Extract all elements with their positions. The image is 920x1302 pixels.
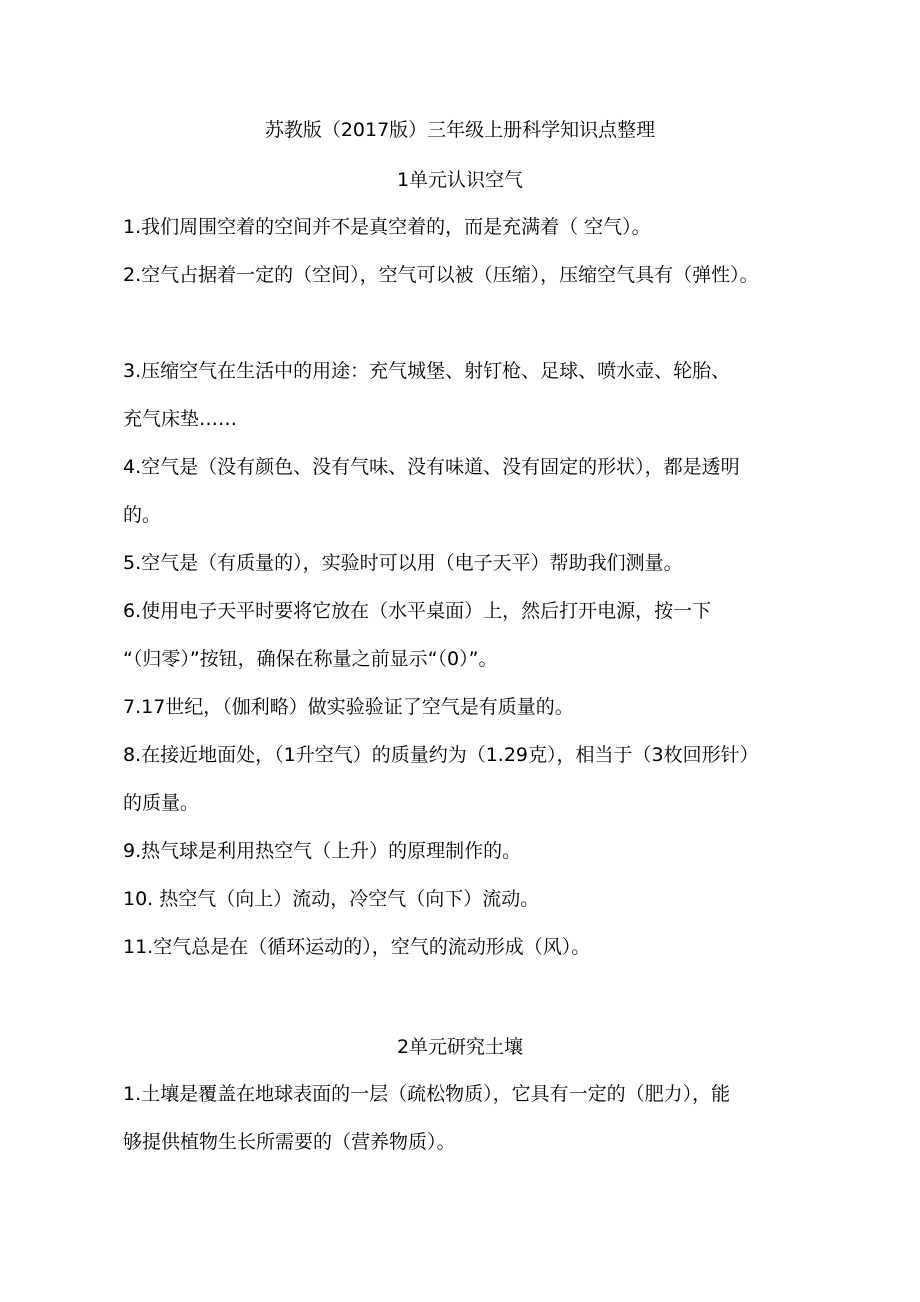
unit1-line: 9.热气球是利用热空气（上升）的原理制作的。: [123, 840, 522, 862]
document-title: 苏教版（2017版）三年级上册科学知识点整理: [264, 119, 656, 141]
unit1-line: 充气床垫……: [123, 408, 238, 430]
unit1-line: 2.空气占据着一定的（空间），空气可以被（压缩），压缩空气具有（弹性）。: [123, 264, 759, 286]
unit2-line: 1.土壤是覆盖在地球表面的一层（疏松物质），它具有一定的（肥力），能: [123, 1083, 731, 1105]
unit1-line: 5.空气是（有质量的），实验时可以用（电子天平）帮助我们测量。: [123, 552, 683, 574]
unit1-line: 的。: [123, 504, 162, 526]
unit1-heading: 1单元认识空气: [396, 169, 524, 191]
unit1-line: 1.我们周围空着的空间并不是真空着的，而是充满着（ 空气）。: [123, 216, 651, 238]
unit2-heading: 2单元研究土壤: [396, 1036, 524, 1058]
unit2-line: 够提供植物生长所需要的（营养物质）。: [123, 1131, 456, 1153]
unit1-line: 8.在接近地面处，（1升空气）的质量约为（1.29克），相当于（3枚回形针）: [123, 744, 759, 766]
unit1-line: 10. 热空气（向上）流动，冷空气（向下）流动。: [123, 888, 540, 910]
unit1-line: 6.使用电子天平时要将它放在（水平桌面）上，然后打开电源，按一下: [123, 600, 712, 622]
unit1-line: 7.17世纪，（伽利略）做实验验证了空气是有质量的。: [123, 696, 574, 718]
unit1-line: 4.空气是（没有颜色、没有气味、没有味道、没有固定的形状），都是透明: [123, 456, 740, 478]
unit1-line: “（归零）”按钮，确保在称量之前显示“（0）”。: [123, 648, 498, 670]
unit1-line: 11.空气总是在（循环运动的），空气的流动形成（风）。: [123, 936, 591, 958]
unit1-line: 3.压缩空气在生活中的用途：充气城堡、射钉枪、足球、喷水壶、轮胎、: [123, 360, 731, 382]
unit1-line: 的质量。: [123, 792, 200, 814]
